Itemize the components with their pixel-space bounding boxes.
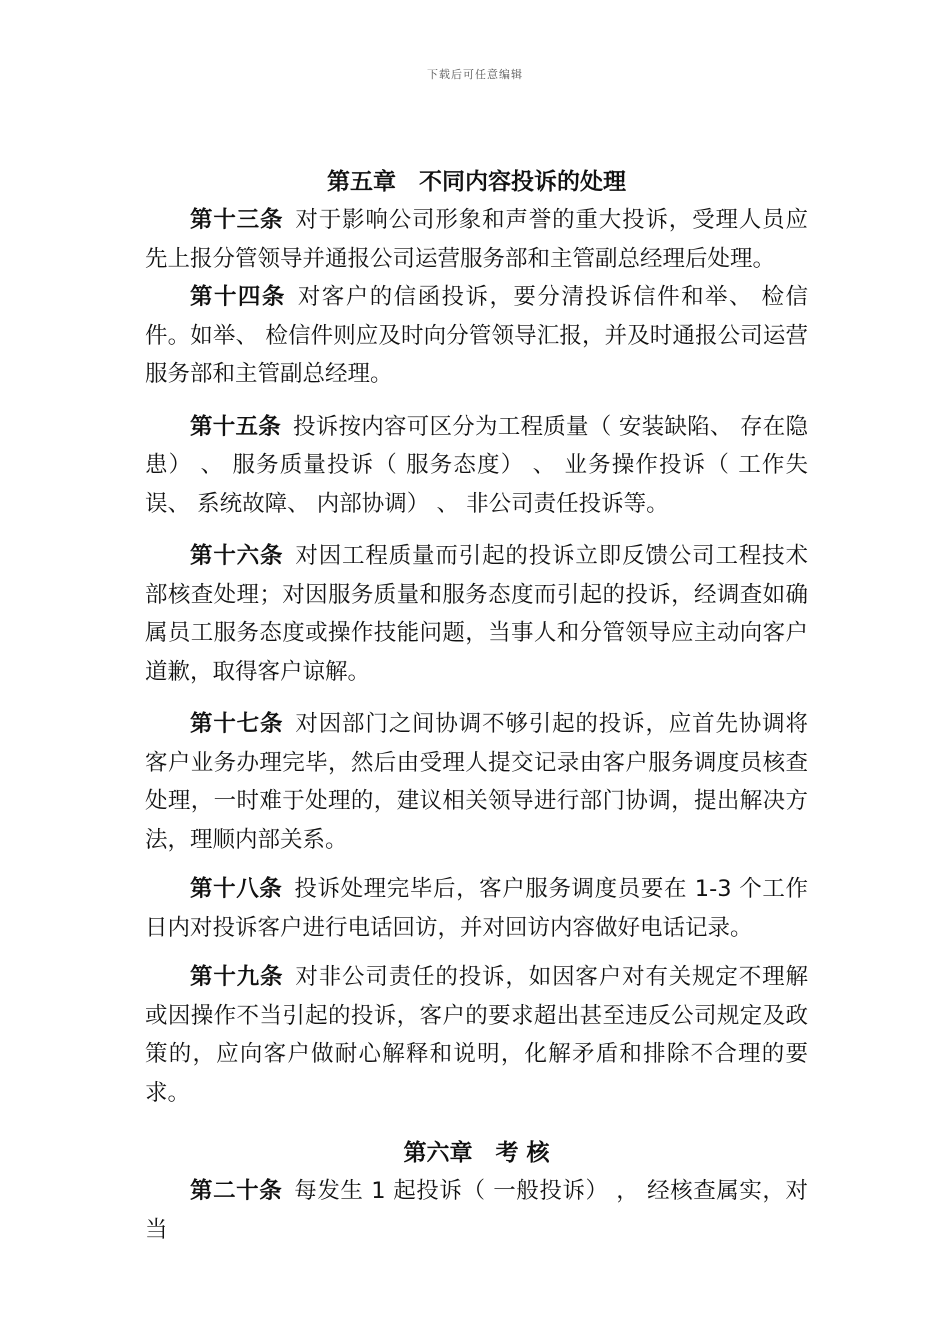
article-number: 第十三条 [190, 207, 284, 233]
header-note: 下载后可任意编辑 [427, 68, 523, 81]
article-number: 第十五条 [190, 413, 281, 440]
article-number: 第二十条 [190, 1178, 283, 1204]
article-14 [145, 278, 808, 394]
article-17 [145, 705, 808, 859]
article-text: 每发生 1 起投诉（ 一般投诉） ， 经核查属实，对当 [145, 1178, 808, 1243]
article-text: 对于影响公司形象和声誉的重大投诉，受理人员应先上报分管领导并通报公司运营服务部和主管副总经理后处理。 [145, 207, 808, 272]
article-text: 对非公司责任的投诉，如因客户对有关规定不理解或因操作不当引起的投诉，客户的要求超出甚至违反公司规定及政策的，应向客户做耐心解释和说明，化解矛盾和排除不合理的要求。 [145, 964, 808, 1106]
article-16 [145, 537, 808, 691]
article-19 [145, 958, 808, 1112]
chapter-title: 第五章 不同内容投诉的处理 [327, 169, 626, 195]
article-15 [145, 408, 808, 524]
document-body [145, 163, 808, 1249]
article-number: 第十九条 [190, 964, 284, 990]
article-18 [145, 870, 808, 947]
article-20 [145, 1172, 808, 1249]
article-text: 对因部门之间协调不够引起的投诉，应首先协调将客户业务办理完毕，然后由受理人提交记录由客户服务调度员核查处理，一时难于处理的，建议相关领导进行部门协调，提出解决方法，理顺内部关系。 [145, 711, 808, 853]
article-13 [145, 201, 808, 278]
article-number: 第十七条 [190, 711, 284, 737]
article-text: 对因工程质量而引起的投诉立即反馈公司工程技术部核查处理；对因服务质量和服务态度而引起的投诉，经调查如确属员工服务态度或操作技能问题，当事人和分管领导应主动向客户道歉，取得客户谅解。 [145, 543, 808, 685]
article-text: 投诉按内容可区分为工程质量（ 安装缺陷、 存在隐患） 、 服务质量投诉（ 服务态度） 、 业务操作投诉（ 工作失误、 系统故障、 内部协调） 、 非公司责任投诉等。 [145, 413, 808, 517]
article-number: 第十八条 [190, 876, 283, 902]
chapter-title: 第六章 考 核 [403, 1140, 550, 1166]
article-text: 投诉处理完毕后，客户服务调度员要在 1-3 个工作日内对投诉客户进行电话回访，并对回访内容做好电话记录。 [145, 876, 808, 941]
article-text: 对客户的信函投诉，要分清投诉信件和举、 检信件。如举、 检信件则应及时向分管领导汇报，并及时通报公司运营服务部和主管副总经理。 [145, 284, 808, 387]
article-number: 第十六条 [190, 543, 284, 569]
article-number: 第十四条 [190, 284, 286, 310]
